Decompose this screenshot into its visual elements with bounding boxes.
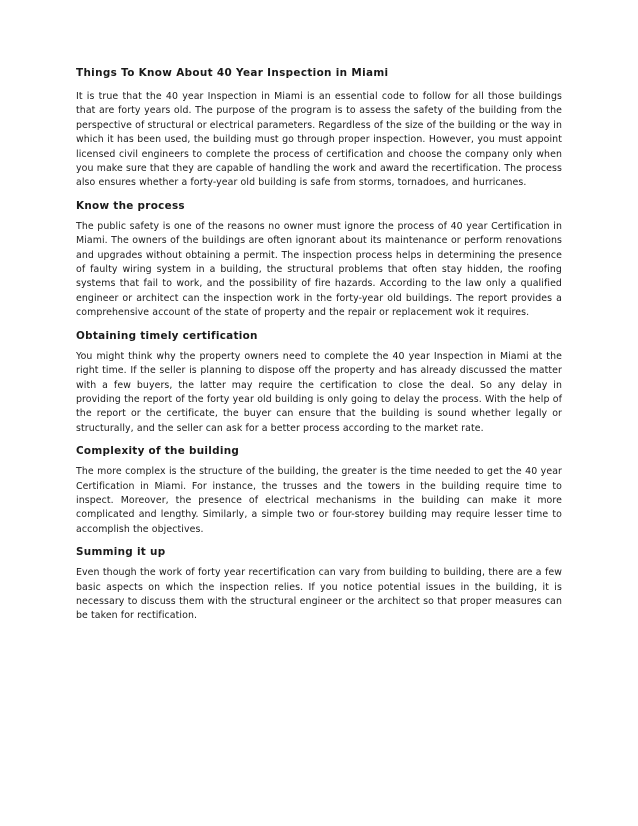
section-complexity-of-the-building — [76, 444, 562, 537]
document-title: Things To Know About 40 Year Inspection in Miami — [76, 67, 389, 79]
section-heading: Obtaining timely certification — [76, 329, 258, 342]
section-summing-it-up — [76, 545, 562, 624]
section-heading: Know the process — [76, 199, 185, 212]
section-heading: Complexity of the building — [76, 445, 240, 458]
section-paragraph: The more complex is the structure of the building, the greater is the time needed to get the 40 year Certification in Miami. For instance, the trusses and the towers in the building require time to inspect. Moreover, the presence of electrical mechanisms in the building can make it more complicated and lengthy. Similarly, a simple two or four-storey building may require lesser time to accomplish the objectives. — [76, 466, 562, 535]
section-paragraph: You might think why the property owners need to complete the 40 year Inspection in Miami at the right time. If the seller is planning to dispose off the property and has already discussed the matter with a few buyers, the latter may require the certification to close the deal. So any delay in providing the report of the forty year old building is only going to delay the process. With the help of the report or the certificate, the buyer can ensure that the building is sound whether legally or structurally, and the seller can ask for a better process according to the market rate. — [76, 350, 562, 434]
section-paragraph: The public safety is one of the reasons no owner must ignore the process of 40 year Certification in Miami. The owners of the buildings are often ignorant about its maintenance or perform renovations and upgrades without obtaining a permit. The inspection process helps in determining the presence of faulty wiring system in a building, the structural problems that often stay hidden, the roofing systems that fail to work, and the possibility of fire hazards. According to the law only a qualified engineer or architect can the inspection work in the forty-year old buildings. The report provides a comprehensive account of the state of property and the repair or replacement wok it requires. — [76, 220, 562, 319]
document-page — [76, 66, 562, 632]
section-know-the-process — [76, 199, 562, 321]
intro-paragraph: It is true that the 40 year Inspection in Miami is an essential code to follow for all those buildings that are forty years old. The purpose of the program is to assess the safety of the building from the perspective of structural or electrical parameters. Regardless of the size of the building or the way in which it has been used, the building must go through proper inspection. However, you must appoint licensed civil engineers to complete the process of certification and choose the company only when you make sure that they are capable of handling the work and award the recertification. The process also ensures whether a forty-year old building is safe from storms, tornadoes, and hurricanes. — [76, 91, 562, 189]
section-obtaining-timely-certification — [76, 329, 562, 436]
section-heading: Summing it up — [76, 546, 166, 559]
section-paragraph: Even though the work of forty year recertification can vary from building to building, there are a few basic aspects on which the inspection relies. If you notice potential issues in the building, it is necessary to discuss them with the structural engineer or the architect so that proper measures can be taken for rectification. — [76, 567, 562, 622]
